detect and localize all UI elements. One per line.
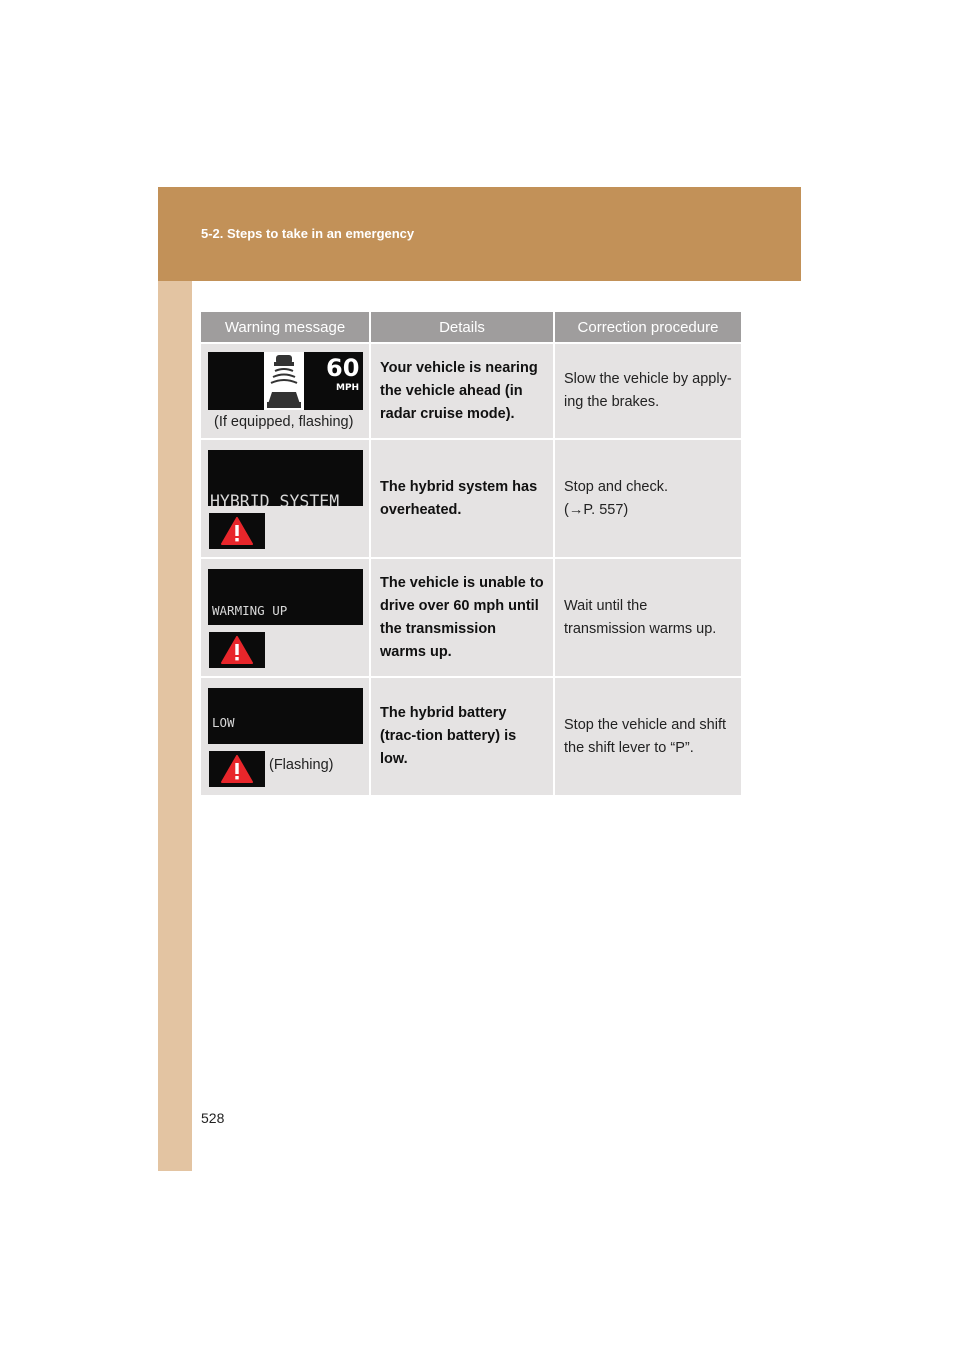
- details-cell: Your vehicle is nearing the vehicle ahead (in radar cruise mode).: [370, 343, 554, 439]
- side-strip: [158, 281, 192, 1171]
- speed-unit: MPH: [336, 383, 360, 393]
- lcd-line: HYBRID SYSTEM: [210, 492, 340, 506]
- lcd-message-display: [208, 450, 363, 506]
- correction-cell: Stop the vehicle and shift the shift lever to “P”.: [554, 677, 741, 796]
- column-header-warning-message: Warning message: [201, 312, 370, 343]
- lcd-message-display: [208, 688, 363, 744]
- warning-message-cell: [201, 439, 370, 558]
- radar-cruise-display: [208, 352, 363, 410]
- section-title: 5-2. Steps to take in an emergency: [201, 226, 415, 241]
- correction-cell: Slow the vehicle by apply-ing the brakes.: [554, 343, 741, 439]
- warning-message-cell: [201, 558, 370, 677]
- warning-caption: (If equipped, flashing): [214, 414, 354, 430]
- table-row: [201, 439, 741, 558]
- table-header-row: [201, 312, 741, 343]
- correction-text: Stop and check.: [564, 478, 668, 495]
- warning-caption: (Flashing): [269, 757, 334, 773]
- details-cell: The hybrid system has overheated.: [370, 439, 554, 558]
- correction-cell: [554, 439, 741, 558]
- table-row: [201, 343, 741, 439]
- page-reference-link[interactable]: (→P. 557): [564, 501, 629, 518]
- warning-message-cell: [201, 343, 370, 439]
- column-header-details: Details: [370, 312, 554, 343]
- table-row: [201, 558, 741, 677]
- warning-triangle-icon: [209, 751, 265, 787]
- lcd-message-display: [208, 569, 363, 625]
- column-header-correction-procedure: Correction procedure: [554, 312, 741, 343]
- details-cell: The hybrid battery (trac-tion battery) is low.: [370, 677, 554, 796]
- lcd-line: LOW: [212, 715, 235, 730]
- warning-triangle-icon: [209, 513, 265, 549]
- warning-message-cell: [201, 677, 370, 796]
- warning-table: [201, 312, 741, 797]
- correction-cell: Wait until the transmission warms up.: [554, 558, 741, 677]
- warning-triangle-icon: [209, 632, 265, 668]
- table-row: [201, 677, 741, 796]
- page-number: 528: [201, 1110, 225, 1126]
- speed-readout: 60: [326, 354, 360, 382]
- details-cell: The vehicle is unable to drive over 60 mph until the transmission warms up.: [370, 558, 554, 677]
- vehicle-ahead-icon: [264, 352, 304, 410]
- lcd-line: WARMING UP: [212, 603, 288, 618]
